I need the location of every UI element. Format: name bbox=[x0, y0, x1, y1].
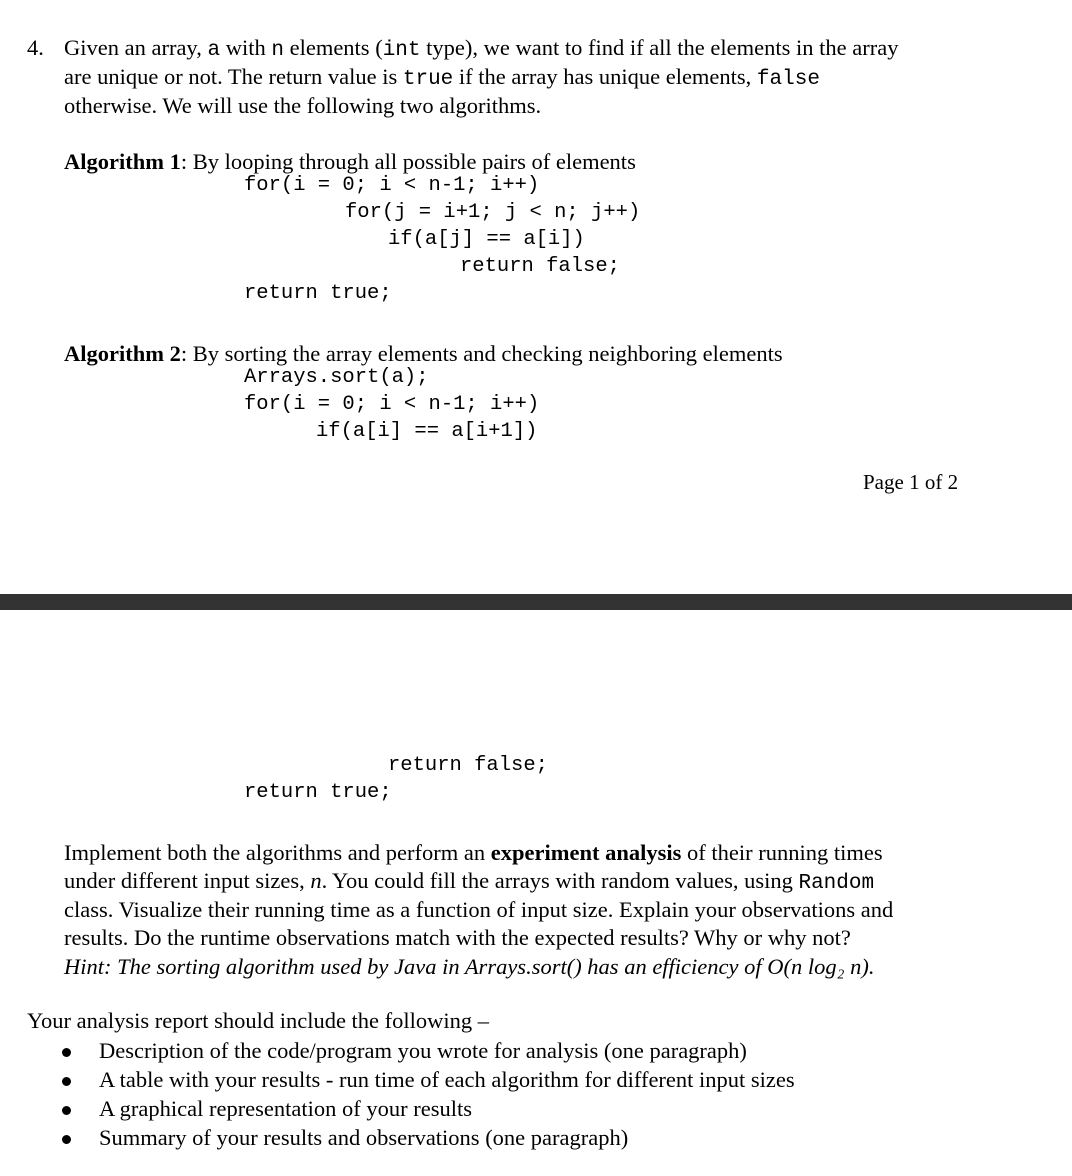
question-line-1: Given an array, a with n elements (int type), we want to find if all the elements in the array bbox=[64, 35, 899, 62]
report-intro: Your analysis report should include the following – bbox=[27, 1008, 490, 1033]
task-line-1: Implement both the algorithms and perform an experiment analysis of their running times bbox=[64, 840, 883, 865]
bullet-icon bbox=[62, 1048, 71, 1057]
question-line-2: are unique or not. The return value is true if the array has unique elements, false bbox=[64, 64, 820, 91]
report-item-2: A table with your results - run time of each algorithm for different input sizes bbox=[99, 1067, 795, 1092]
algorithm-2-heading: Algorithm 2: By sorting the array elements and checking neighboring elements bbox=[64, 341, 783, 366]
bullet-icon bbox=[62, 1077, 71, 1086]
task-line-2: under different input sizes, n. You could fill the arrays with random values, using Random bbox=[64, 868, 875, 895]
bullet-icon bbox=[62, 1106, 71, 1115]
task-line-4: results. Do the runtime observations match with the expected results? Why or why not? bbox=[64, 925, 851, 950]
algo2-code-line-3: if(a[i] == a[i+1]) bbox=[316, 420, 538, 443]
page-break-divider bbox=[0, 594, 1072, 610]
algo2-code-line-5: return true; bbox=[244, 781, 392, 804]
algo2-code-line-1: Arrays.sort(a); bbox=[244, 366, 429, 389]
page-number: Page 1 of 2 bbox=[863, 470, 959, 494]
question-line-3: otherwise. We will use the following two algorithms. bbox=[64, 93, 542, 118]
report-item-1: Description of the code/program you wrote for analysis (one paragraph) bbox=[99, 1038, 747, 1063]
report-item-4: Summary of your results and observations (one paragraph) bbox=[99, 1125, 629, 1150]
algo1-code-line-2: for(j = i+1; j < n; j++) bbox=[345, 201, 641, 224]
algorithm-1-heading: Algorithm 1: By looping through all possible pairs of elements bbox=[64, 149, 636, 174]
algo2-code-line-4: return false; bbox=[388, 754, 548, 777]
algo1-code-line-3: if(a[j] == a[i]) bbox=[388, 228, 585, 251]
task-line-3: class. Visualize their running time as a function of input size. Explain your observations and bbox=[64, 897, 894, 922]
algo2-code-line-2: for(i = 0; i < n-1; i++) bbox=[244, 393, 540, 416]
bullet-icon bbox=[62, 1135, 71, 1144]
algo1-code-line-4: return false; bbox=[460, 255, 620, 278]
report-item-3: A graphical representation of your results bbox=[99, 1096, 473, 1121]
algo1-code-line-5: return true; bbox=[244, 282, 392, 305]
algo1-code-line-1: for(i = 0; i < n-1; i++) bbox=[244, 174, 540, 197]
question-number: 4. bbox=[27, 35, 44, 60]
hint-line: Hint: The sorting algorithm used by Java in Arrays.sort() has an efficiency of O(n log₂ n). bbox=[64, 954, 875, 979]
